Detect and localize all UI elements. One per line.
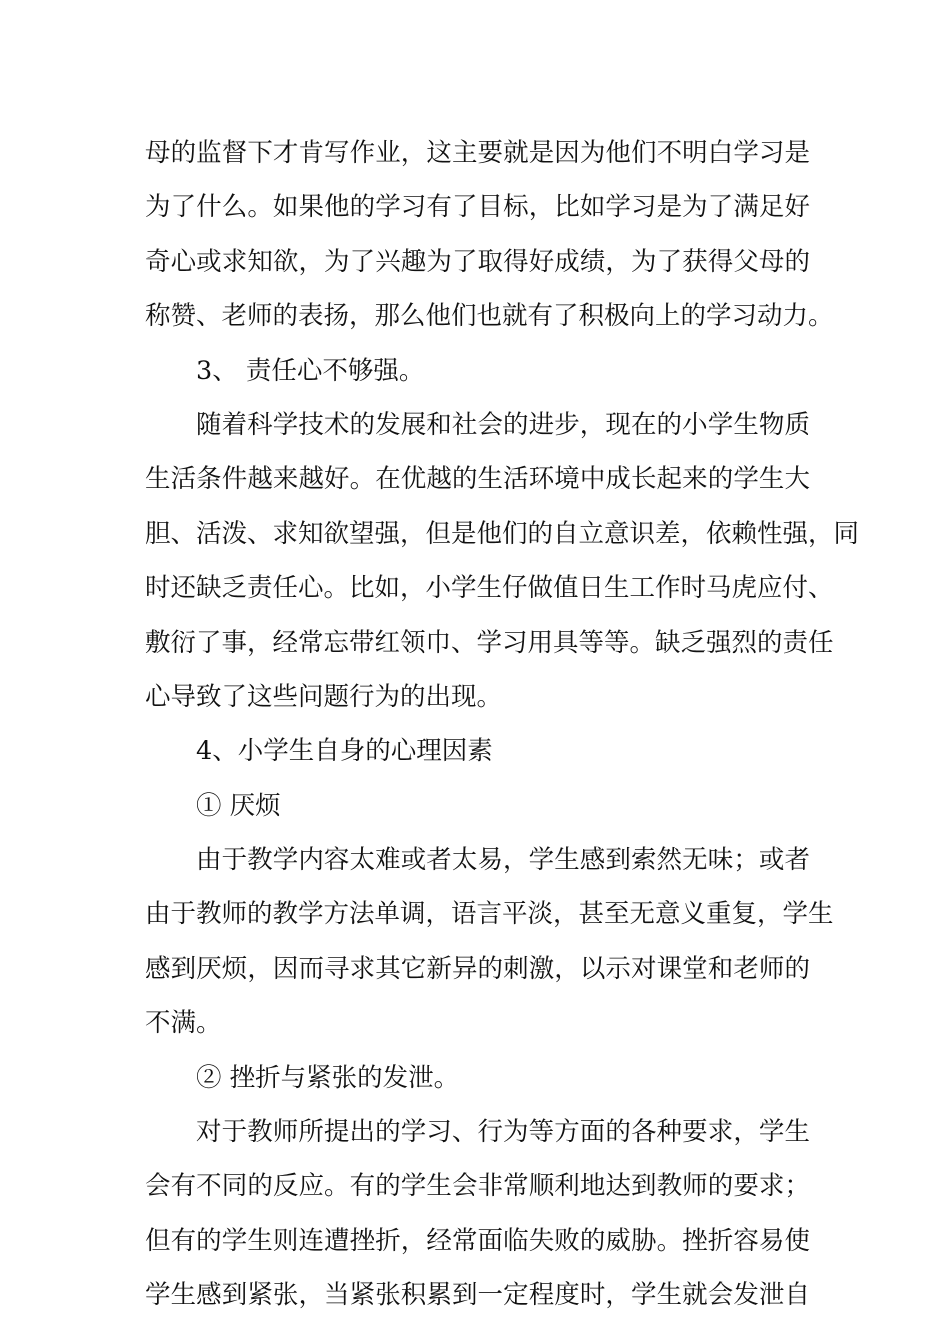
text-line: 学生感到紧张，当紧张积累到一定程度时，学生就会发泄自 — [145, 1280, 810, 1311]
text-line: 对于教师所提出的学习、行为等方面的各种要求，学生 — [196, 1117, 810, 1148]
document-body — [145, 126, 860, 1323]
section-heading: 3、 责任心不够强。 — [196, 355, 425, 386]
text-line: 时还缺乏责任心。比如，小学生仔做值日生工作时马虎应付、 — [145, 573, 834, 604]
text-line: 由于教学内容太难或者太易，学生感到索然无味；或者 — [196, 845, 810, 876]
text-line: 不满。 — [145, 1008, 222, 1039]
text-line: 生活条件越来越好。在优越的生活环境中成长起来的学生大 — [145, 464, 810, 495]
subsection-heading: ① 厌烦 — [196, 790, 281, 821]
text-line: 奇心或求知欲，为了兴趣为了取得好成绩，为了获得父母的 — [145, 246, 810, 277]
text-line: 为了什么。如果他的学习有了目标，比如学习是为了满足好 — [145, 192, 810, 223]
subsection-heading: ② 挫折与紧张的发泄。 — [196, 1062, 460, 1093]
text-line: 胆、活泼、求知欲望强，但是他们的自立意识差，依赖性强，同 — [145, 518, 860, 549]
text-line: 随着科学技术的发展和社会的进步，现在的小学生物质 — [196, 409, 810, 440]
text-line: 但有的学生则连遭挫折，经常面临失败的威胁。挫折容易使 — [145, 1225, 810, 1256]
text-line: 敷衍了事，经常忘带红领巾、学习用具等等。缺乏强烈的责任 — [145, 627, 834, 658]
text-line: 感到厌烦，因而寻求其它新异的刺激，以示对课堂和老师的 — [145, 953, 810, 984]
text-line: 会有不同的反应。有的学生会非常顺利地达到教师的要求； — [145, 1171, 810, 1202]
section-heading: 4、小学生自身的心理因素 — [196, 736, 493, 767]
text-line: 称赞、老师的表扬，那么他们也就有了积极向上的学习动力。 — [145, 301, 834, 332]
text-line: 心导致了这些问题行为的出现。 — [145, 681, 503, 712]
text-line: 母的监督下才肯写作业，这主要就是因为他们不明白学习是 — [145, 138, 810, 168]
text-line: 由于教师的教学方法单调，语言平淡，甚至无意义重复，学生 — [145, 899, 834, 930]
